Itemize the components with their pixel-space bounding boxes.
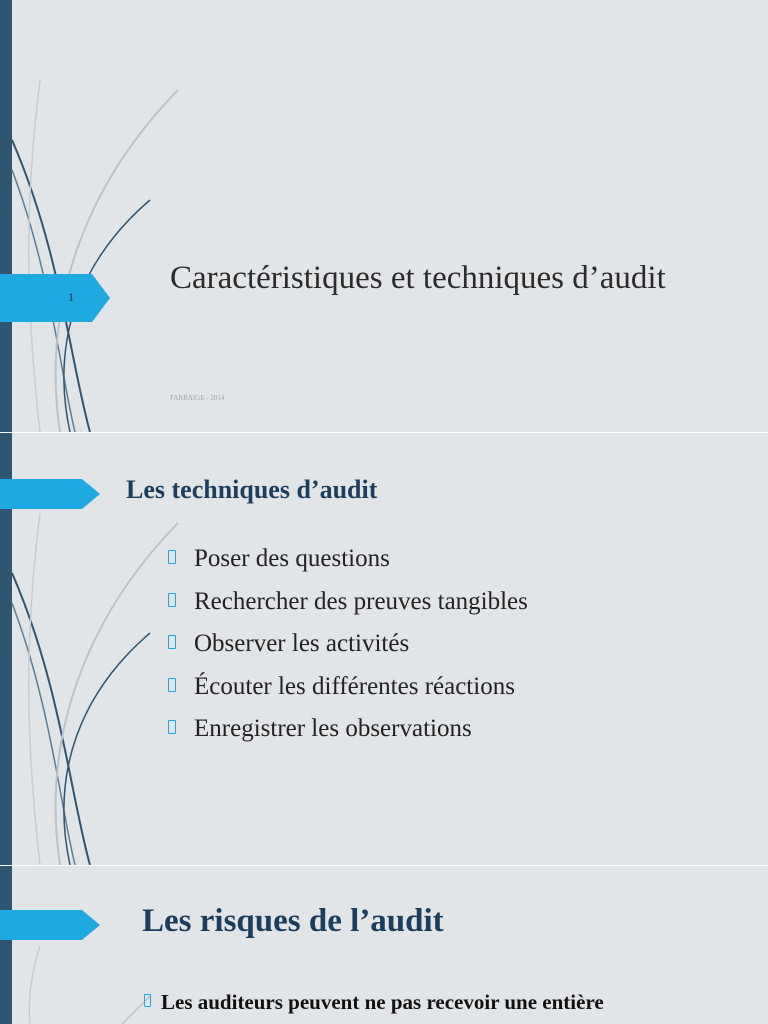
bullet-item: Poser des questions <box>168 545 528 588</box>
bullet-item: Les auditeurs peuvent ne pas recevoir une entière <box>144 990 604 1015</box>
bullet-marker-icon <box>168 550 176 564</box>
slide-3 <box>0 866 768 1024</box>
slide-footer: FARRAIGE - 2014 <box>170 394 225 402</box>
bullet-item: Observer les activités <box>168 630 528 673</box>
bullet-marker-icon <box>144 994 151 1007</box>
bullet-item: Rechercher des preuves tangibles <box>168 588 528 631</box>
slide-2 <box>0 433 768 865</box>
section-tab <box>0 910 100 940</box>
section-title: Les techniques d’audit <box>126 475 378 504</box>
section-title: Les risques de l’audit <box>142 903 444 939</box>
slide-number-tab <box>0 274 110 322</box>
bullet-marker-icon <box>168 593 176 607</box>
slide-number: 1 <box>68 290 74 304</box>
section-tab <box>0 479 100 509</box>
bullet-marker-icon <box>168 720 176 734</box>
slide-1 <box>0 0 768 432</box>
decorative-curves <box>0 0 200 432</box>
bullet-item: Écouter les différentes réactions <box>168 673 528 716</box>
bullet-marker-icon <box>168 635 176 649</box>
bullet-item: Enregistrer les observations <box>168 715 528 758</box>
slide-title: Caractéristiques et techniques d’audit <box>170 260 666 296</box>
bullet-marker-icon <box>168 678 176 692</box>
bullet-list <box>168 545 528 758</box>
